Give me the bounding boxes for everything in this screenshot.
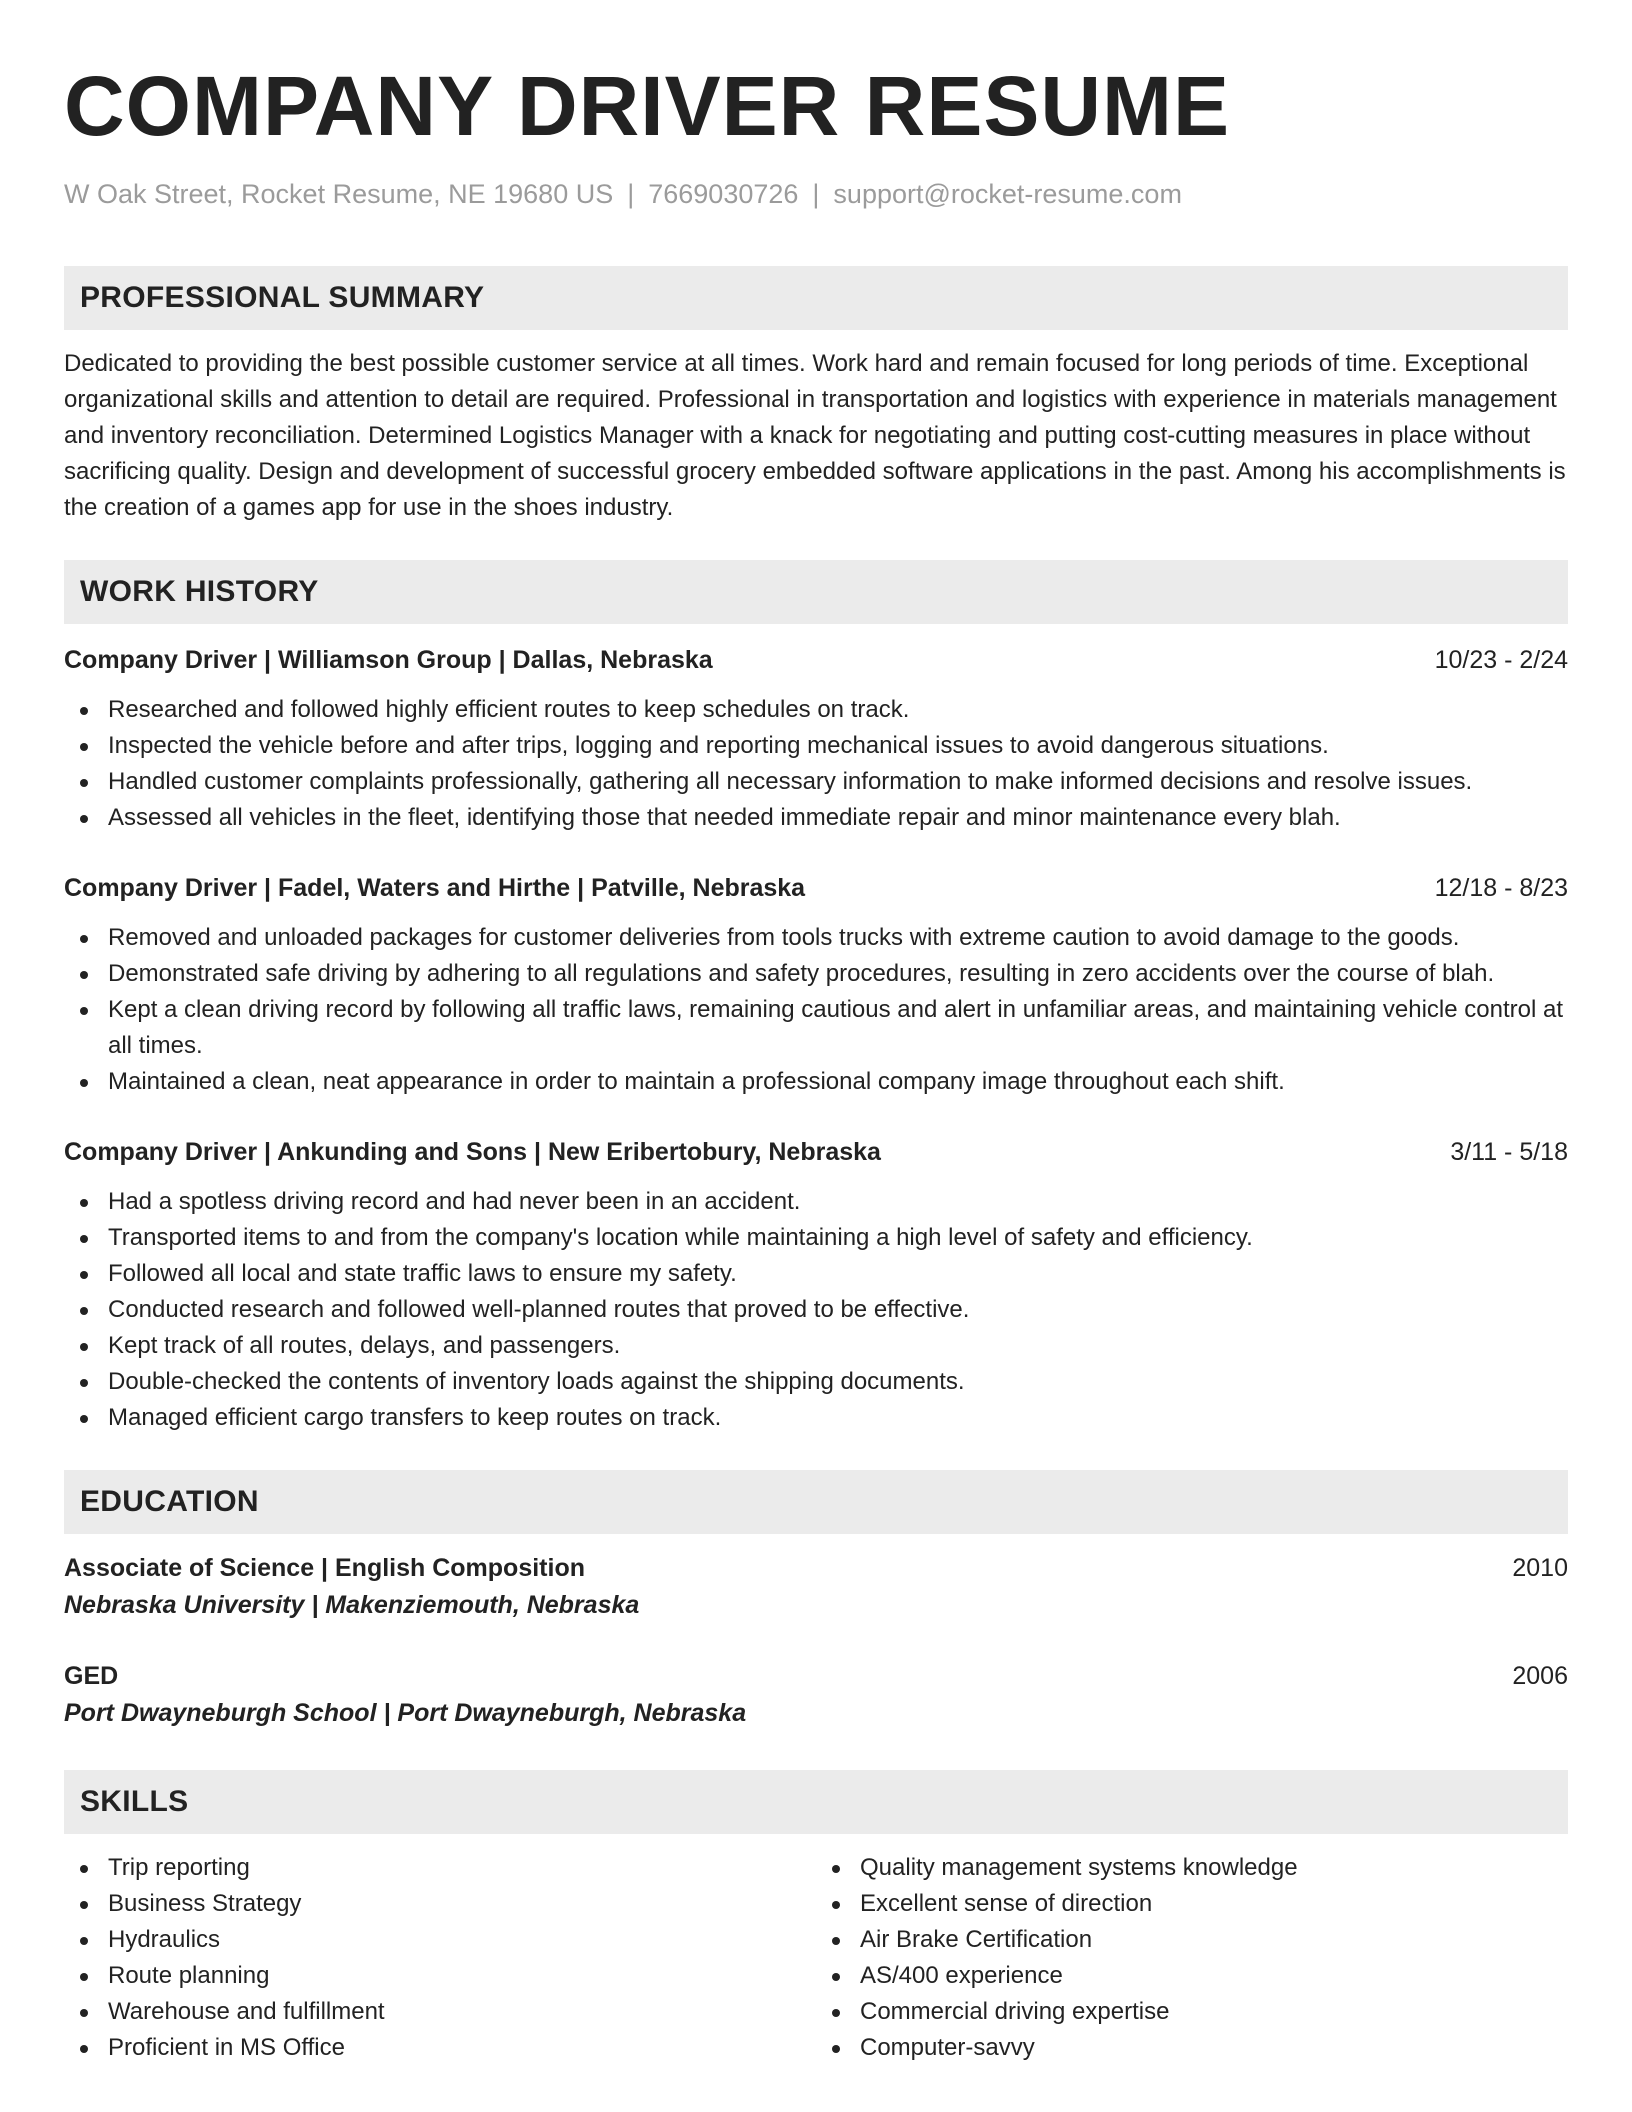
section-header-skills <box>64 1770 1568 1834</box>
section-header-summary <box>64 266 1568 330</box>
job-bullet: Kept track of all routes, delays, and passengers. <box>64 1328 1568 1364</box>
job-dates: 3/11 - 5/18 <box>1450 1138 1568 1166</box>
skill-item: Commercial driving expertise <box>816 1994 1568 2030</box>
education-entry <box>64 1550 1568 1624</box>
section-header-education <box>64 1470 1568 1534</box>
education-school: Nebraska University | Makenziemouth, Nebraska <box>64 1591 640 1619</box>
skills-column-left <box>64 1850 816 2066</box>
education-header <box>64 1658 1568 1694</box>
skill-item: Quality management systems knowledge <box>816 1850 1568 1886</box>
job-bullets <box>64 692 1568 836</box>
job-bullet: Double-checked the contents of inventory loads against the shipping documents. <box>64 1364 1568 1400</box>
section-title-education: EDUCATION <box>80 1485 259 1518</box>
education-entry <box>64 1658 1568 1732</box>
skill-item: Route planning <box>64 1958 816 1994</box>
job-bullet: Kept a clean driving record by following all traffic laws, remaining cautious and alert in unfamiliar areas, and maintaining vehicle control at all times. <box>64 992 1568 1064</box>
skills-column-right <box>816 1850 1568 2066</box>
job-bullets <box>64 920 1568 1100</box>
education-year: 2006 <box>1512 1662 1568 1690</box>
education-school: Port Dwayneburgh School | Port Dwayneburgh, Nebraska <box>64 1699 747 1727</box>
job-bullet: Inspected the vehicle before and after trips, logging and reporting mechanical issues to avoid dangerous situations. <box>64 728 1568 764</box>
skill-item: Computer-savvy <box>816 2030 1568 2066</box>
job-header <box>64 642 1568 678</box>
education-degree: GED <box>64 1662 119 1690</box>
skill-item: Warehouse and fulfillment <box>64 1994 816 2030</box>
skill-item: AS/400 experience <box>816 1958 1568 1994</box>
skill-item: Air Brake Certification <box>816 1922 1568 1958</box>
job-bullet: Handled customer complaints professionally, gathering all necessary information to make informed decisions and resolve issues. <box>64 764 1568 800</box>
resume-title: COMPANY DRIVER RESUME <box>64 59 1231 153</box>
skill-item: Proficient in MS Office <box>64 2030 816 2066</box>
contact-line <box>64 176 1568 212</box>
contact-address: W Oak Street, Rocket Resume, NE 19680 US <box>64 179 614 209</box>
job-bullets <box>64 1184 1568 1436</box>
job-header <box>64 1134 1568 1170</box>
job-entry <box>64 870 1568 1100</box>
skill-item: Trip reporting <box>64 1850 816 1886</box>
education-year: 2010 <box>1512 1554 1568 1582</box>
skill-item: Business Strategy <box>64 1886 816 1922</box>
section-title-summary: PROFESSIONAL SUMMARY <box>80 281 485 314</box>
job-bullet: Conducted research and followed well-planned routes that proved to be effective. <box>64 1292 1568 1328</box>
job-bullet: Assessed all vehicles in the fleet, identifying those that needed immediate repair and minor maintenance every blah. <box>64 800 1568 836</box>
job-bullet: Maintained a clean, neat appearance in order to maintain a professional company image throughout each shift. <box>64 1064 1568 1100</box>
section-title-skills: SKILLS <box>80 1785 189 1818</box>
contact-separator: | <box>812 179 820 209</box>
job-bullet: Researched and followed highly efficient routes to keep schedules on track. <box>64 692 1568 728</box>
job-entry <box>64 642 1568 836</box>
contact-email: support@rocket-resume.com <box>833 179 1182 209</box>
job-title: Company Driver | Williamson Group | Dallas, Nebraska <box>64 646 713 674</box>
job-bullet: Followed all local and state traffic laws to ensure my safety. <box>64 1256 1568 1292</box>
job-header <box>64 870 1568 906</box>
contact-separator: | <box>627 179 635 209</box>
contact-phone: 7669030726 <box>648 179 799 209</box>
job-dates: 10/23 - 2/24 <box>1434 646 1568 674</box>
job-bullet: Transported items to and from the company's location while maintaining a high level of safety and efficiency. <box>64 1220 1568 1256</box>
skill-item: Hydraulics <box>64 1922 816 1958</box>
job-bullet: Managed efficient cargo transfers to keep routes on track. <box>64 1400 1568 1436</box>
job-bullet: Demonstrated safe driving by adhering to all regulations and safety procedures, resulting in zero accidents over the course of blah. <box>64 956 1568 992</box>
job-bullet: Had a spotless driving record and had never been in an accident. <box>64 1184 1568 1220</box>
section-title-work-history: WORK HISTORY <box>80 575 319 608</box>
job-dates: 12/18 - 8/23 <box>1434 874 1568 902</box>
job-title: Company Driver | Fadel, Waters and Hirthe | Patville, Nebraska <box>64 874 806 902</box>
job-entry <box>64 1134 1568 1436</box>
skills-grid <box>64 1850 1568 2066</box>
job-bullet: Removed and unloaded packages for customer deliveries from tools trucks with extreme caution to avoid damage to the goods. <box>64 920 1568 956</box>
education-degree: Associate of Science | English Composition <box>64 1554 585 1582</box>
skill-item: Excellent sense of direction <box>816 1886 1568 1922</box>
summary-text: Dedicated to providing the best possible customer service at all times. Work hard and remain focused for long periods of time. Exceptional organizational skills and attention to detail are required. Professional in transportation and logistics with experience in materials management and inventory reconciliation. Determined Logistics Manager with a knack for negotiating and putting cost-cutting measures in place without sacrificing quality. Design and development of successful grocery embedded software applications in the past. Among his accomplishments is the creation of a games app for use in the shoes industry. <box>64 350 1566 521</box>
job-title: Company Driver | Ankunding and Sons | New Eribertobury, Nebraska <box>64 1138 881 1166</box>
section-header-work-history <box>64 560 1568 624</box>
education-header <box>64 1550 1568 1586</box>
